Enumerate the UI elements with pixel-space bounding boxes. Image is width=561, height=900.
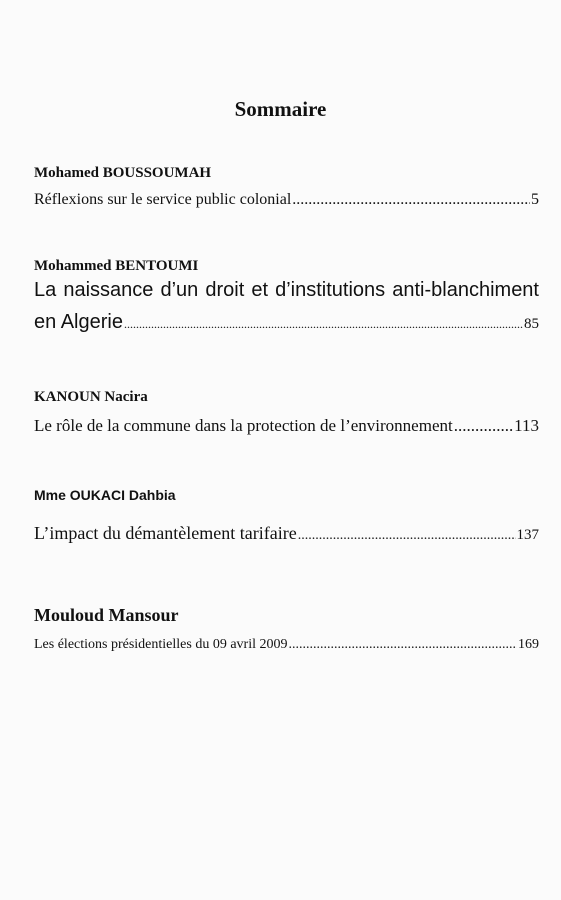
leader-dots: [289, 637, 518, 653]
toc-author: KANOUN Nacira: [34, 389, 148, 405]
toc-entry-title[interactable]: La naissance d’un droit et d’institutions anti-blanchiment: [34, 279, 539, 301]
toc-entry-title: Réflexions sur le service public colonial: [34, 191, 292, 208]
toc-entry-title: Les élections présidentielles du 09 avril 2009: [34, 637, 288, 652]
toc-author: Mohammed BENTOUMI: [34, 258, 199, 274]
toc-entry-page: 5: [531, 191, 539, 208]
toc-entry[interactable]: [34, 416, 539, 436]
toc-entry[interactable]: [34, 311, 539, 334]
page-title: Sommaire: [234, 97, 327, 121]
toc-entry[interactable]: [34, 523, 539, 544]
toc-entry-page: 113: [514, 416, 539, 435]
leader-dots: [298, 528, 516, 544]
toc-entry[interactable]: [34, 191, 539, 209]
toc-entry-title-continued: en Algerie: [34, 311, 123, 333]
toc-entry-page: 85: [524, 316, 539, 332]
toc-entry-page: 169: [518, 637, 539, 652]
toc-entry-title: L’impact du démantèlement tarifaire: [34, 523, 297, 543]
leader-dots: [454, 416, 513, 436]
toc-entry-page: 137: [516, 527, 539, 543]
toc-author: Mohamed BOUSSOUMAH: [34, 165, 212, 181]
leader-dots: [292, 191, 530, 209]
toc-author: Mouloud Mansour: [34, 605, 179, 625]
toc-entry-title: Le rôle de la commune dans la protection de l’environnement: [34, 416, 453, 435]
toc-author: Mme OUKACI Dahbia: [34, 487, 176, 503]
leader-dots: [124, 317, 523, 332]
toc-entry[interactable]: [34, 637, 539, 653]
